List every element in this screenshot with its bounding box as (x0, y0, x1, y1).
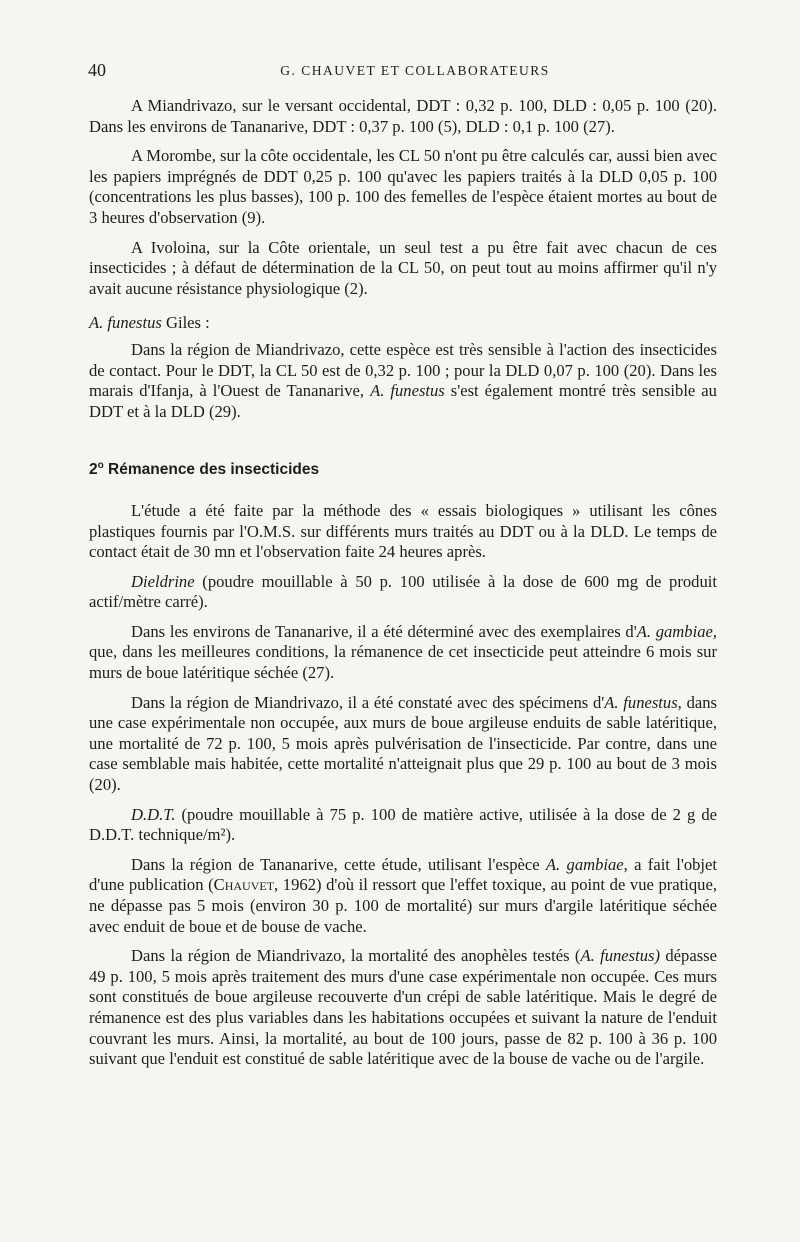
section-number: 2 (89, 461, 98, 479)
paragraph-7-end: que, dans les meilleures conditions, la rémanence de cet insecticide peut atteindre 6 mois sur murs de boue latéritique séchée (27). (89, 642, 717, 683)
paragraph-9 (89, 805, 717, 846)
paragraph-8-species: A. funestus, (604, 692, 682, 712)
paragraph-4-species: A. funestus (370, 381, 445, 401)
paragraph-7 (89, 622, 717, 684)
paragraph-7-species: A. gambiae, (636, 621, 717, 641)
paragraph-5: L'étude a été faite par la méthode des « essais biologiques » utilisant les cônes plastiques fournis par l'O.M.S. sur différents murs traités au DDT ou à la DLD. Le temps de contact était de 30 mn et l'observation faite 24 heures après. (89, 500, 717, 562)
paragraph-8-end: dans une case expérimentale non occupée, aux murs de boue argileuse enduits de sable latéritique, une mortalité de 72 p. 100, 5 mois après pulvérisation de l'insecticide. Par contre, dans une case semblable mais habitée, cette mortalité n'atteignait plus que 29 p. 100 au bout de 3 mois (20). (89, 692, 717, 795)
paragraph-2: A Morombe, sur la côte occidentale, les CL 50 n'ont pu être calculés car, aussi bien avec les papiers imprégnés de DDT 0,25 p. 100 qu'avec les papiers traités à la DLD 0,05 p. 100 (concentrations les plus basses), 100 p. 100 des femelles de l'espèce étaient mortes au bout de 3 heures d'observation (9). (89, 146, 717, 227)
paragraph-9-product: D.D.T. (131, 804, 176, 824)
paragraph-8-start: Dans la région de Miandrivazo, il a été constaté avec des spécimens d' (131, 692, 605, 712)
page-number: 40 (88, 60, 106, 80)
paragraph-9-text: (poudre mouillable à 75 p. 100 de matière active, utilisée à la dose de 2 g de D.D.T. technique/m²). (89, 804, 717, 845)
species-author: Giles : (161, 313, 210, 333)
paragraph-6-product: Dieldrine (131, 571, 195, 591)
paragraph-3: A Ivoloina, sur la Côte orientale, un seul test a pu être fait avec chacun de ces insecticides ; à défaut de détermination de la CL 50, on peut tout au moins affirmer qu'il n'y avait aucune résistance physiologique (2). (89, 237, 717, 298)
paragraph-10-end: , 1962) d'où il ressort que l'effet toxique, au point de vue pratique, ne dépasse pas 5 mois (environ 30 p. 100 de mortalité) sur murs d'argile latéritique séchée avec enduit de boue et de bouse de vache. (89, 875, 717, 936)
species-name: A. funestus (89, 313, 162, 333)
paragraph-11-species: A. funestus) (580, 946, 661, 966)
paragraph-6 (89, 572, 717, 613)
paragraph-10-author: Chauvet (213, 875, 275, 895)
section-heading (89, 460, 717, 481)
section-degree: o (97, 460, 104, 472)
paragraph-8 (89, 693, 717, 796)
paragraph-4 (89, 340, 717, 422)
paragraph-7-start: Dans les environs de Tananarive, il a été déterminé avec des exemplaires d' (131, 621, 637, 641)
running-head: G. CHAUVET ET COLLABORATEURS (280, 63, 550, 78)
paragraph-11-end: dépasse 49 p. 100, 5 mois après traitement des murs d'une case expérimentale non occupée. Ces murs sont constitués de boue argileuse recouverte d'un crépi de sable latéritique. Mais le degré de rémanence est des plus variables dans les habitations occupées et suivant la nature de l'enduit couvrant les murs. Ainsi, la mortalité, au bout de 100 jours, passe de 82 p. 100 à 36 p. 100 suivant que l'enduit est constitué de sable latéritique avec de la bouse de vache ou de l'argile. (89, 946, 717, 1069)
paragraph-11-start: Dans la région de Miandrivazo, la mortalité des anophèles testés ( (131, 946, 581, 966)
paragraph-1: A Miandrivazo, sur le versant occidental, DDT : 0,32 p. 100, DLD : 0,05 p. 100 (20). Dans les environs de Tananarive, DDT : 0,37 p. 100 (5), DLD : 0,1 p. 100 (27). (89, 96, 717, 136)
paragraph-10-mid: a fait l'objet d'une publication ( (89, 854, 717, 895)
paragraph-10 (89, 855, 717, 937)
section-title: Rémanence des insecticides (103, 461, 320, 479)
paragraph-4-text: Dans la région de Miandrivazo, cette espèce est très sensible à l'action des insecticides de contact. Pour le DDT, la CL 50 est de 0,32 p. 100 ; pour la DLD 0,07 p. 100 (20). Dans les marais d'Ifanja, à l'Ouest de Tananarive, (89, 339, 717, 401)
body-text (89, 96, 717, 1070)
paragraph-4-end: s'est également montré très sensible au DDT et à la DLD (29). (89, 381, 717, 421)
paragraph-10-species: A. gambiae, (545, 854, 628, 874)
paragraph-10-start: Dans la région de Tananarive, cette étude, utilisant l'espèce (131, 854, 546, 874)
paragraph-11 (89, 946, 717, 1070)
species-heading (89, 313, 717, 334)
paragraph-6-text: (poudre mouillable à 50 p. 100 utilisée à la dose de 600 mg de produit actif/mètre carré). (89, 571, 717, 612)
